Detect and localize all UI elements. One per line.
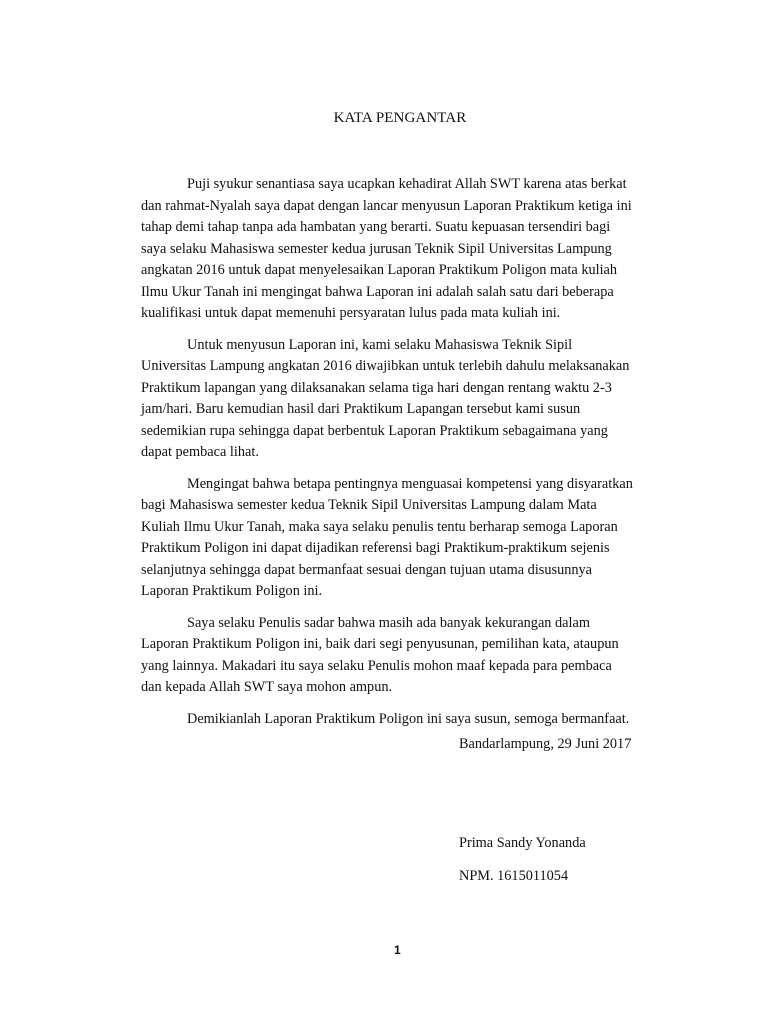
signer-npm: NPM. 1615011054 — [459, 868, 569, 884]
paragraph-5 — [141, 709, 661, 731]
page-title: KATA PENGANTAR — [333, 110, 467, 126]
text-line: dan rahmat-Nyalah saya dapat dengan lancar menyusun Laporan Praktikum ketiga ini — [141, 197, 632, 214]
text-line: Demikianlah Laporan Praktikum Poligon ini saya susun, semoga bermanfaat. — [187, 710, 630, 727]
text-line: Laporan Praktikum Poligon ini. — [141, 583, 323, 599]
text-line: selanjutnya sehingga dapat bermanfaat sesuai dengan tujuan utama disusunnya — [141, 561, 593, 578]
paragraph-4 — [141, 613, 661, 699]
text-line: bagi Mahasiswa semester kedua Teknik Sipil Universitas Lampung dalam Mata — [141, 497, 597, 513]
text-line: kualifikasi untuk dapat memenuhi persyaratan lulus pada mata kuliah ini. — [141, 305, 561, 321]
signer-name: Prima Sandy Yonanda — [459, 835, 586, 851]
text-line: Mengingat bahwa betapa pentingnya menguasai kompetensi yang disyaratkan — [187, 475, 633, 492]
text-line: dan kepada Allah SWT saya mohon ampun. — [141, 679, 393, 695]
text-line: dapat pembaca lihat. — [141, 444, 259, 460]
paragraph-1 — [141, 174, 661, 325]
text-line: Saya selaku Penulis sadar bahwa masih ada banyak kekurangan dalam — [187, 614, 590, 631]
text-line: Universitas Lampung angkatan 2016 diwajibkan untuk terlebih dahulu melaksanakan — [141, 358, 630, 374]
body-text — [141, 174, 661, 740]
text-line: Kuliah Ilmu Ukur Tanah, maka saya selaku penulis tentu berharap semoga Laporan — [141, 518, 618, 535]
text-line: Praktikum lapangan yang dilaksanakan selama tiga hari dengan rentang waktu 2-3 — [141, 379, 612, 396]
text-line: sedemikian rupa sehingga dapat berbentuk Laporan Praktikum sebagaimana yang — [141, 422, 608, 439]
text-line: tahap demi tahap tanpa ada hambatan yang berarti. Suatu kepuasan tersendiri bagi — [141, 219, 611, 235]
paragraph-2 — [141, 335, 661, 464]
paragraph-3 — [141, 474, 661, 603]
place-date: Bandarlampung, 29 Juni 2017 — [459, 736, 632, 752]
text-line: Ilmu Ukur Tanah ini mengingat bahwa Laporan ini adalah salah satu dari beberapa — [141, 283, 614, 300]
text-line: Untuk menyusun Laporan ini, kami selaku Mahasiswa Teknik Sipil — [187, 336, 573, 353]
text-line: Praktikum Poligon ini dapat dijadikan referensi bagi Praktikum-praktikum sejenis — [141, 540, 610, 556]
text-line: Laporan Praktikum Poligon ini, baik dari segi penyusunan, pemilihan kata, ataupun — [141, 636, 619, 652]
text-line: saya selaku Mahasiswa semester kedua jurusan Teknik Sipil Universitas Lampung — [141, 240, 612, 257]
text-line: yang lainnya. Makadari itu saya selaku Penulis mohon maaf kepada para pembaca — [141, 657, 612, 674]
text-line: jam/hari. Baru kemudian hasil dari Praktikum Lapangan tersebut kami susun — [141, 401, 581, 417]
text-line: Puji syukur senantiasa saya ucapkan kehadirat Allah SWT karena atas berkat — [187, 176, 627, 192]
text-line: angkatan 2016 untuk dapat menyelesaikan Laporan Praktikum Poligon mata kuliah — [141, 262, 618, 278]
page-number: 1 — [394, 943, 401, 957]
